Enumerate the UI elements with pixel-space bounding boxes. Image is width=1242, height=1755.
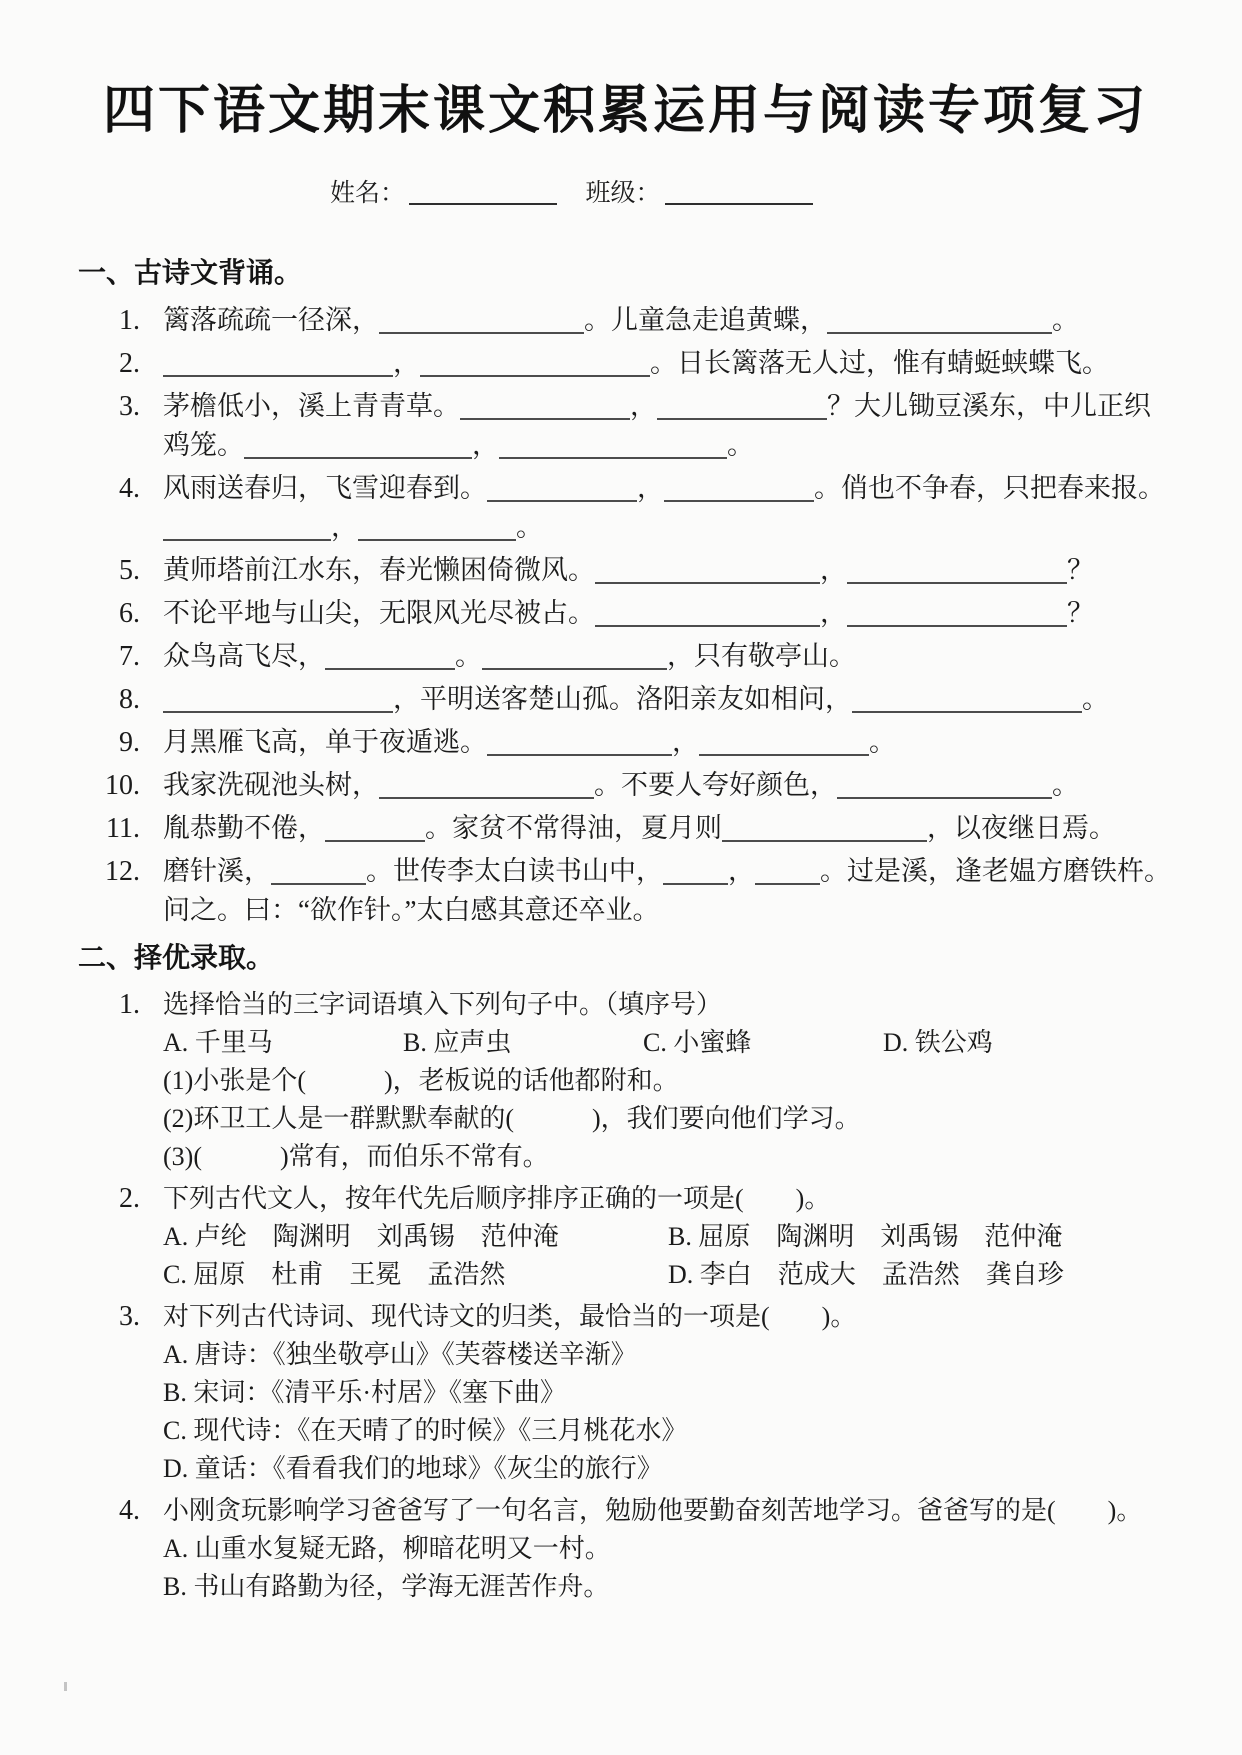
question-text-segment: ， [630,390,657,421]
option-row [163,1530,1173,1568]
answer-blank [163,355,393,377]
answer-blank [847,605,1067,627]
question-text-segment: 。世传李太白读书山中， [366,855,663,886]
name-blank [409,183,557,205]
answer-blank [664,480,814,502]
question-text-segment: ，以夜继日焉。 [927,812,1116,843]
question-text-segment: ，平明送客楚山孤。洛阳亲友如相问， [393,683,852,714]
question-text-segment: 。俏也不争春，只把春来报。 [814,472,1165,503]
answer-blank [482,648,667,670]
question-number: 2. [119,347,140,379]
question-text-segment: 。儿童急走追黄蝶， [584,304,827,335]
question-number: 11. [106,812,140,844]
question-text-segment: 磨针溪， [163,855,271,886]
question-item [78,723,1173,762]
question-item [78,469,1173,547]
question-text-segment: 我家洗砚池头树， [163,769,379,800]
question-stem: 对下列古代诗词、现代诗文的归类，最恰当的一项是( )。 [163,1301,857,1331]
question-item [78,852,1173,930]
question-text [163,391,1151,460]
question-text-segment: 。家贫不常得油，夏月则 [425,812,722,843]
question-text-segment: 不论平地与山尖，无限风光尽被占。 [163,597,595,628]
answer-blank [847,562,1067,584]
question-body [163,986,1173,1176]
section1-heading: 一、古诗文背诵。 [78,256,303,288]
question-body [163,1180,1173,1294]
question-item [78,680,1173,719]
question-text-segment: 。 [869,726,896,757]
question-number: 10. [105,769,140,801]
class-label: 班级： [585,179,661,207]
question-text-segment: 月黑雁飞高，单于夜遁逃。 [163,726,487,757]
question-number: 4. [119,1494,140,1526]
question-text-segment: ， [472,429,499,460]
question-text [163,473,1165,542]
answer-blank [358,519,516,541]
option-row [163,1336,1173,1374]
answer-blank [487,480,637,502]
answer-blank [595,605,820,627]
question-number: 9. [119,726,140,758]
question-text-segment: ，只有敬亭山。 [667,640,856,671]
option-row [163,1568,1173,1606]
question-item [78,766,1173,805]
option-row [163,1024,1173,1062]
question-text-segment: ， [672,726,699,757]
question-item [78,551,1173,590]
answer-blank [420,355,650,377]
question-text-segment: 。 [1052,769,1079,800]
sub-question: (3)( )常有，而伯乐不常有。 [163,1141,549,1171]
question-number: 3. [119,390,140,422]
question-text-segment: 风雨送春归，飞雪迎春到。 [163,472,487,503]
question-item [78,809,1173,848]
question-item [78,594,1173,633]
question-item [78,1298,1173,1488]
question-stem: 下列古代文人，按年代先后顺序排序正确的一项是( )。 [163,1183,831,1213]
section-poetry-recitation [78,255,1173,930]
question-text-segment: 。 [727,429,754,460]
answer-blank [271,863,366,885]
question-number: 6. [119,597,140,629]
question-text-segment: ？ [1067,554,1094,585]
question-item [78,1180,1173,1294]
sub-question: (1)小张是个( )，老板说的话他都附和。 [163,1065,679,1095]
question-text-segment: 。日长篱落无人过，惟有蜻蜓蛱蝶飞。 [650,347,1109,378]
question-text-segment: 胤恭勤不倦， [163,812,325,843]
question-text-segment: 黄师塔前江水东，春光懒困倚微风。 [163,554,595,585]
question-text-segment: ， [331,511,358,542]
question-text-segment: 篱落疏疏一径深， [163,304,379,335]
question-item [78,344,1173,383]
choice-question-list [78,986,1173,1606]
answer-blank [244,437,472,459]
scan-artifact [64,1682,67,1691]
question-text-segment: ， [820,597,847,628]
option-item: A. 千里马 [163,1027,273,1057]
section2-heading: 二、择优录取。 [78,941,275,973]
question-body [163,1298,1173,1488]
option-item: D. 童话：《看看我们的地球》《灰尘的旅行》 [163,1453,663,1483]
answer-blank [663,863,728,885]
question-text-segment: ？大儿锄豆溪东，中儿正织鸡笼。 [163,390,1151,460]
question-text-segment: ， [728,855,755,886]
answer-blank [827,312,1052,334]
name-label: 姓名： [330,179,406,207]
option-item: A. 唐诗：《独坐敬亭山》《芙蓉楼送辛渐》 [163,1339,637,1369]
question-text [163,305,1079,335]
question-stem: 选择恰当的三字词语填入下列句子中。（填序号） [163,989,723,1019]
option-item: C. 现代诗：《在天晴了的时候》《三月桃花水》 [163,1415,688,1445]
answer-blank [837,777,1052,799]
page-title: 四下语文期末课文积累运用与阅读专项复习 [102,81,1148,140]
question-text-segment: 。 [1082,683,1109,714]
option-item: C. 小蜜蜂 [643,1027,752,1057]
question-text [163,555,1094,585]
option-row [163,1450,1173,1488]
question-number: 4. [119,472,140,504]
question-item [78,986,1173,1176]
question-stem: 小刚贪玩影响学习爸爸写了一句名言，勉励他要勤奋刻苦地学习。爸爸写的是( )。 [163,1495,1143,1525]
answer-blank [499,437,727,459]
question-body [163,1492,1173,1606]
question-text-segment: ， [637,472,664,503]
question-text-segment: 。过是溪，逢老媪方磨铁杵。问之。曰：“欲作针。”太白感其意还卒业。 [163,855,1171,925]
option-item: C. 屈原 杜甫 王冕 孟浩然 [163,1259,506,1289]
option-item: B. 屈原 陶渊明 刘禹锡 范仲淹 [668,1221,1063,1251]
option-item: A. 山重水复疑无路，柳暗花明又一村。 [163,1533,611,1563]
answer-blank [379,312,584,334]
question-text [163,641,856,671]
answer-blank [755,863,820,885]
option-row [163,1374,1173,1412]
section-multiple-choice [78,940,1173,1606]
question-text-segment: ？ [1067,597,1094,628]
option-item: D. 铁公鸡 [883,1027,993,1057]
answer-blank [325,648,455,670]
question-number: 1. [119,988,140,1020]
answer-blank [325,820,425,842]
question-number: 12. [105,855,140,887]
question-number: 8. [119,683,140,715]
option-row [163,1256,1173,1294]
answer-blank [595,562,820,584]
question-text-segment: 。不要人夸好颜色， [594,769,837,800]
question-text-segment: 。 [516,511,543,542]
question-text [163,598,1094,628]
question-text-segment: 众鸟高飞尽， [163,640,325,671]
question-item [78,387,1173,465]
question-text [163,684,1109,714]
option-row [163,1412,1173,1450]
question-text-segment: 。 [455,640,482,671]
question-item [78,637,1173,676]
answer-blank [852,691,1082,713]
option-row [163,1218,1173,1256]
class-blank [665,183,813,205]
question-number: 2. [119,1182,140,1214]
name-class-row [330,179,1173,209]
question-text [163,856,1171,925]
question-text-segment: 。 [1052,304,1079,335]
question-number: 3. [119,1300,140,1332]
question-text-segment: ， [820,554,847,585]
option-item: B. 书山有路勤为径，学海无涯苦作舟。 [163,1571,610,1601]
question-text [163,813,1116,843]
option-item: D. 李白 范成大 孟浩然 龚自珍 [668,1259,1064,1289]
option-item: B. 应声虫 [403,1027,512,1057]
answer-blank [487,734,672,756]
option-item: A. 卢纶 陶渊明 刘禹锡 范仲淹 [163,1221,559,1251]
answer-blank [657,398,827,420]
question-text-segment: ， [393,347,420,378]
answer-blank [163,519,331,541]
sub-question: (2)环卫工人是一群默默奉献的( )，我们要向他们学习。 [163,1103,861,1133]
question-text [163,348,1109,378]
question-number: 1. [119,304,140,336]
question-number: 7. [119,640,140,672]
question-text [163,727,896,757]
question-item [78,301,1173,340]
answer-blank [722,820,927,842]
option-item: B. 宋词：《清平乐·村居》《塞下曲》 [163,1377,567,1407]
question-text [163,770,1079,800]
answer-blank [379,777,594,799]
answer-blank [460,398,630,420]
poetry-question-list [78,301,1173,930]
answer-blank [163,691,393,713]
question-item [78,1492,1173,1606]
question-text-segment: 茅檐低小，溪上青青草。 [163,390,460,421]
question-number: 5. [119,554,140,586]
answer-blank [699,734,869,756]
